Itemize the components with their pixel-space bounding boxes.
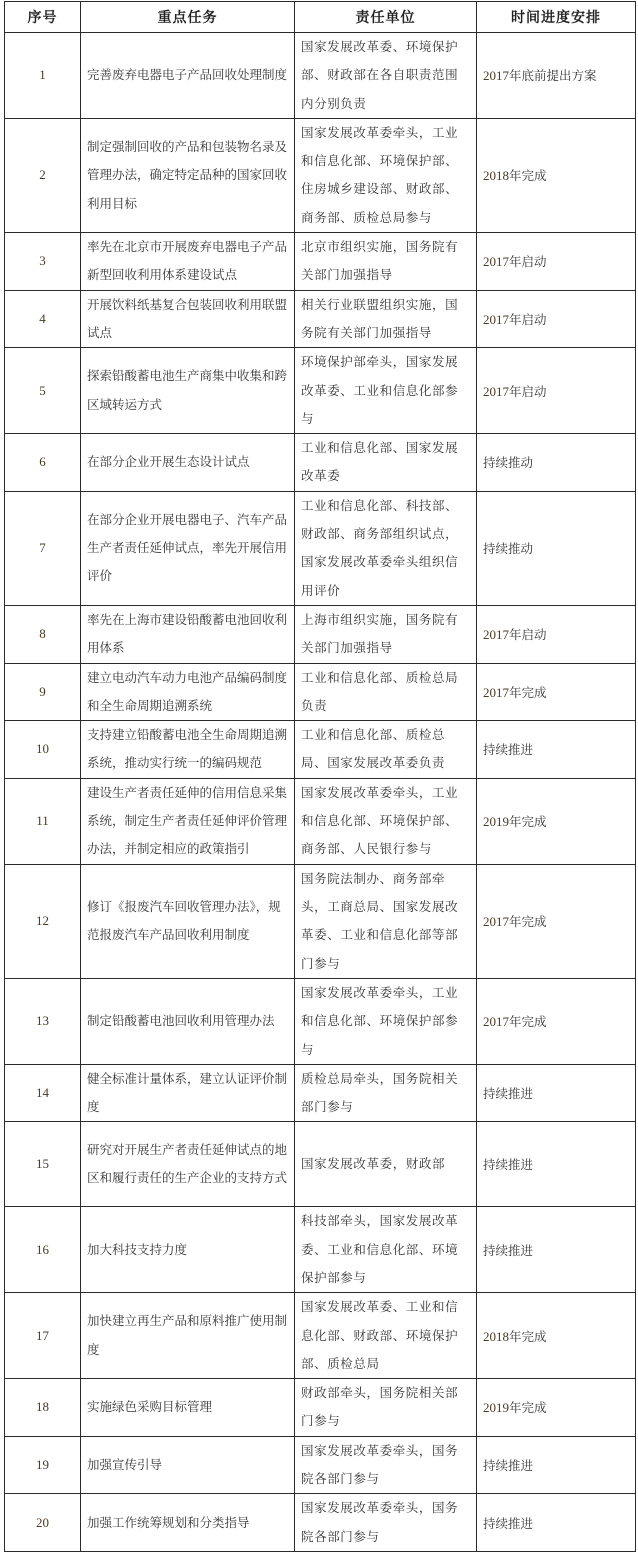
row-responsible-unit: 国家发展改革委牵头，工业和信息化部、环境保护部参与 <box>295 978 477 1064</box>
row-seq: 11 <box>5 778 81 864</box>
row-responsible-unit: 相关行业联盟组织实施，国务院有关部门加强指导 <box>295 290 477 348</box>
row-seq: 20 <box>5 1494 81 1552</box>
row-task: 率先在上海市建设铅酸蓄电池回收利用体系 <box>81 605 295 663</box>
schedule-year: 2017 <box>483 68 509 84</box>
header-task: 重点任务 <box>81 2 295 33</box>
row-task: 在部分企业开展电器电子、汽车产品生产者责任延伸试点，率先开展信用评价 <box>81 491 295 605</box>
row-schedule <box>477 1207 636 1293</box>
row-responsible-unit: 工业和信息化部、国家发展改革委 <box>295 434 477 492</box>
row-task: 建立电动汽车动力电池产品编码制度和全生命周期追溯系统 <box>81 663 295 721</box>
row-seq: 7 <box>5 491 81 605</box>
schedule-text: 年完成 <box>509 1328 547 1344</box>
row-task: 制定铅酸蓄电池回收利用管理办法 <box>81 978 295 1064</box>
row-task: 健全标准计量体系，建立认证评价制度 <box>81 1064 295 1122</box>
row-seq: 3 <box>5 233 81 291</box>
row-seq: 13 <box>5 978 81 1064</box>
row-responsible-unit: 工业和信息化部、质检总局、国家发展改革委负责 <box>295 721 477 779</box>
table-row <box>5 1293 636 1379</box>
row-seq: 10 <box>5 721 81 779</box>
table-row <box>5 1207 636 1293</box>
table-body <box>5 33 636 1552</box>
row-responsible-unit: 国家发展改革委，财政部 <box>295 1122 477 1207</box>
row-schedule <box>477 33 636 119</box>
row-task: 加强宣传引导 <box>81 1436 295 1494</box>
table-row <box>5 1494 636 1552</box>
schedule-text: 年完成 <box>509 1400 547 1416</box>
row-schedule <box>477 1064 636 1122</box>
row-responsible-unit: 工业和信息化部、质检总局负责 <box>295 663 477 721</box>
row-schedule <box>477 1436 636 1494</box>
row-seq: 6 <box>5 434 81 492</box>
row-schedule <box>477 1494 636 1552</box>
table-row <box>5 118 636 232</box>
row-schedule <box>477 1122 636 1207</box>
schedule-text: 持续推进 <box>483 1458 534 1474</box>
table-row <box>5 778 636 864</box>
table-row <box>5 1122 636 1207</box>
row-responsible-unit: 北京市组织实施，国务院有关部门加强指导 <box>295 233 477 291</box>
schedule-text: 年完成 <box>509 684 547 700</box>
row-schedule <box>477 605 636 663</box>
row-seq: 16 <box>5 1207 81 1293</box>
schedule-text: 持续推进 <box>483 1157 534 1173</box>
row-responsible-unit: 质检总局牵头，国务院相关部门参与 <box>295 1064 477 1122</box>
header-schedule: 时间进度安排 <box>477 2 636 33</box>
row-schedule <box>477 721 636 779</box>
row-schedule <box>477 978 636 1064</box>
schedule-text: 持续推进 <box>483 1242 534 1258</box>
row-schedule <box>477 434 636 492</box>
row-schedule <box>477 348 636 434</box>
row-task: 开展饮料纸基复合包装回收利用联盟试点 <box>81 290 295 348</box>
schedule-text: 年完成 <box>509 914 547 930</box>
table-row <box>5 864 636 978</box>
schedule-year: 2019 <box>483 1400 509 1416</box>
table-row <box>5 1064 636 1122</box>
table-row <box>5 290 636 348</box>
row-responsible-unit: 国家发展改革委牵头，工业和信息化部、环境保护部、住房城乡建设部、财政部、商务部、质检总局参与 <box>295 118 477 232</box>
schedule-text: 年完成 <box>509 168 547 184</box>
row-responsible-unit: 科技部牵头，国家发展改革委、工业和信息化部、环境保护部参与 <box>295 1207 477 1293</box>
row-schedule <box>477 663 636 721</box>
row-task: 加大科技支持力度 <box>81 1207 295 1293</box>
schedule-year: 2018 <box>483 1328 509 1344</box>
header-seq: 序号 <box>5 2 81 33</box>
table-row <box>5 605 636 663</box>
row-responsible-unit: 财政部牵头，国务院相关部门参与 <box>295 1379 477 1437</box>
row-seq: 19 <box>5 1436 81 1494</box>
row-responsible-unit: 国家发展改革委牵头，国务院各部门参与 <box>295 1494 477 1552</box>
row-schedule <box>477 233 636 291</box>
schedule-year: 2017 <box>483 914 509 930</box>
schedule-text: 持续推动 <box>483 541 534 557</box>
table-row <box>5 33 636 119</box>
row-seq: 17 <box>5 1293 81 1379</box>
table-row <box>5 1436 636 1494</box>
row-task: 研究对开展生产者责任延伸试点的地区和履行责任的生产企业的支持方式 <box>81 1122 295 1207</box>
table-row <box>5 978 636 1064</box>
row-responsible-unit: 国家发展改革委牵头，国务院各部门参与 <box>295 1436 477 1494</box>
row-schedule <box>477 1293 636 1379</box>
row-responsible-unit: 国务院法制办、商务部牵头，工商总局、国家发展改革委、工业和信息化部等部门参与 <box>295 864 477 978</box>
row-task: 率先在北京市开展废弃电器电子产品新型回收利用体系建设试点 <box>81 233 295 291</box>
row-schedule <box>477 491 636 605</box>
row-seq: 4 <box>5 290 81 348</box>
table-row <box>5 348 636 434</box>
schedule-year: 2017 <box>483 254 509 270</box>
row-seq: 15 <box>5 1122 81 1207</box>
schedule-year: 2018 <box>483 168 509 184</box>
row-seq: 1 <box>5 33 81 119</box>
row-schedule <box>477 118 636 232</box>
schedule-year: 2017 <box>483 383 509 399</box>
schedule-text: 持续推进 <box>483 742 534 758</box>
table-row <box>5 721 636 779</box>
row-task: 加快建立再生产品和原料推广使用制度 <box>81 1293 295 1379</box>
table-row <box>5 233 636 291</box>
row-task: 建设生产者责任延伸的信用信息采集系统，制定生产者责任延伸评价管理办法，并制定相应的政策指引 <box>81 778 295 864</box>
schedule-year: 2017 <box>483 311 509 327</box>
row-responsible-unit: 工业和信息化部、科技部、财政部、商务部组织试点，国家发展改革委牵头组织信用评价 <box>295 491 477 605</box>
schedule-text: 持续推进 <box>483 1515 534 1531</box>
row-schedule <box>477 864 636 978</box>
table-row <box>5 434 636 492</box>
schedule-text: 年完成 <box>509 814 547 830</box>
row-task: 探索铅酸蓄电池生产商集中收集和跨区域转运方式 <box>81 348 295 434</box>
row-responsible-unit: 环境保护部牵头，国家发展改革委、工业和信息化部参与 <box>295 348 477 434</box>
row-seq: 2 <box>5 118 81 232</box>
schedule-text: 年底前提出方案 <box>509 68 597 84</box>
schedule-text: 年启动 <box>509 254 547 270</box>
row-seq: 8 <box>5 605 81 663</box>
schedule-text: 年完成 <box>509 1014 547 1030</box>
schedule-text: 持续推动 <box>483 455 534 471</box>
row-seq: 5 <box>5 348 81 434</box>
table-row <box>5 1379 636 1437</box>
row-task: 加强工作统筹规划和分类指导 <box>81 1494 295 1552</box>
row-responsible-unit: 国家发展改革委牵头，工业和信息化部、环境保护部、商务部、人民银行参与 <box>295 778 477 864</box>
row-task: 完善废弃电器电子产品回收处理制度 <box>81 33 295 119</box>
row-task: 在部分企业开展生态设计试点 <box>81 434 295 492</box>
row-schedule <box>477 778 636 864</box>
row-task: 支持建立铅酸蓄电池全生命周期追溯系统，推动实行统一的编码规范 <box>81 721 295 779</box>
row-responsible-unit: 上海市组织实施，国务院有关部门加强指导 <box>295 605 477 663</box>
row-responsible-unit: 国家发展改革委、环境保护部、财政部在各自职责范围内分别负责 <box>295 33 477 119</box>
schedule-text: 年启动 <box>509 383 547 399</box>
header-unit: 责任单位 <box>295 2 477 33</box>
schedule-year: 2019 <box>483 814 509 830</box>
row-schedule <box>477 290 636 348</box>
schedule-text: 年启动 <box>509 311 547 327</box>
row-seq: 14 <box>5 1064 81 1122</box>
key-tasks-table <box>4 1 636 1552</box>
row-task: 修订《报废汽车回收管理办法》，规范报废汽车产品回收利用制度 <box>81 864 295 978</box>
schedule-year: 2017 <box>483 684 509 700</box>
row-task: 实施绿色采购目标管理 <box>81 1379 295 1437</box>
schedule-text: 持续推进 <box>483 1086 534 1102</box>
row-schedule <box>477 1379 636 1437</box>
schedule-year: 2017 <box>483 1014 509 1030</box>
table-header-row <box>5 2 636 33</box>
task-table-container <box>4 1 635 1552</box>
table-row <box>5 663 636 721</box>
schedule-text: 年启动 <box>509 627 547 643</box>
row-seq: 9 <box>5 663 81 721</box>
row-seq: 12 <box>5 864 81 978</box>
row-task: 制定强制回收的产品和包装物名录及管理办法，确定特定品种的国家回收利用目标 <box>81 118 295 232</box>
table-row <box>5 491 636 605</box>
schedule-year: 2017 <box>483 627 509 643</box>
row-seq: 18 <box>5 1379 81 1437</box>
row-responsible-unit: 国家发展改革委、工业和信息化部、财政部、环境保护部、质检总局 <box>295 1293 477 1379</box>
